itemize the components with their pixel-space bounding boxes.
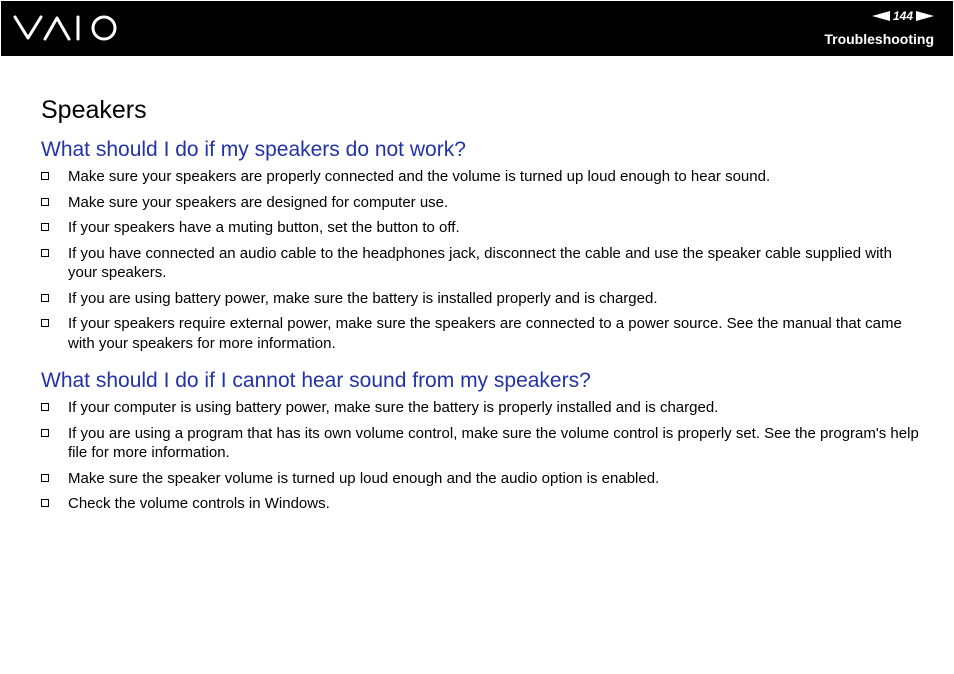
list-item: [41, 218, 921, 238]
checkbox-bullet-icon: [41, 172, 49, 180]
list-item-text: If your computer is using battery power, make sure the battery is properly installed and is charged.: [68, 399, 719, 416]
previous-page-arrow-icon[interactable]: [872, 11, 890, 21]
list-item: [41, 314, 921, 353]
list-item-text: If your speakers have a muting button, set the button to off.: [68, 219, 460, 236]
checklist-speakers-not-working: [41, 167, 921, 353]
section-heading-speakers-not-working: What should I do if my speakers do not work?: [41, 138, 466, 161]
list-item: [41, 424, 921, 463]
list-item-text: Check the volume controls in Windows.: [68, 495, 330, 512]
list-item-text: If you are using a program that has its own volume control, make sure the volume control is properly set. See the program's help file for more information.: [68, 424, 919, 461]
checkbox-bullet-icon: [41, 403, 49, 411]
checkbox-bullet-icon: [41, 429, 49, 437]
section-heading-cannot-hear-sound: What should I do if I cannot hear sound from my speakers?: [41, 369, 591, 392]
page-number: 144: [892, 9, 913, 23]
list-item: [41, 494, 921, 514]
checklist-cannot-hear-sound: [41, 398, 921, 514]
list-item: [41, 244, 921, 283]
list-item-text: Make sure your speakers are designed for computer use.: [68, 193, 449, 211]
checkbox-bullet-icon: [41, 499, 49, 507]
list-item: [41, 398, 921, 418]
page-title: Speakers: [41, 96, 147, 124]
checkbox-bullet-icon: [41, 198, 49, 206]
page-content: [41, 95, 921, 520]
section-label: Troubleshooting: [824, 31, 934, 47]
page-header: [1, 1, 953, 56]
list-item: [41, 469, 921, 489]
list-item: [41, 167, 921, 187]
checkbox-bullet-icon: [41, 249, 49, 257]
list-item-text: Make sure the speaker volume is turned up loud enough and the audio option is enabled.: [68, 469, 660, 487]
checkbox-bullet-icon: [41, 319, 49, 327]
list-item-text: If your speakers require external power, make sure the speakers are connected to a power source. See the manual that came with your speakers for more information.: [68, 315, 902, 352]
list-item-text: If you are using battery power, make sure the battery is installed properly and is charged.: [68, 289, 658, 307]
checkbox-bullet-icon: [41, 474, 49, 482]
page-navigation: [872, 8, 934, 24]
checkbox-bullet-icon: [41, 294, 49, 302]
list-item-text: If you have connected an audio cable to the headphones jack, disconnect the cable and use the speaker cable supplied with your speakers.: [68, 244, 892, 281]
vaio-logo: [13, 14, 121, 42]
list-item: [41, 289, 921, 309]
checkbox-bullet-icon: [41, 223, 49, 231]
list-item-text: Make sure your speakers are properly connected and the volume is turned up loud enough to hear sound.: [68, 168, 771, 185]
next-page-arrow-icon[interactable]: [916, 11, 934, 21]
list-item: [41, 193, 921, 213]
